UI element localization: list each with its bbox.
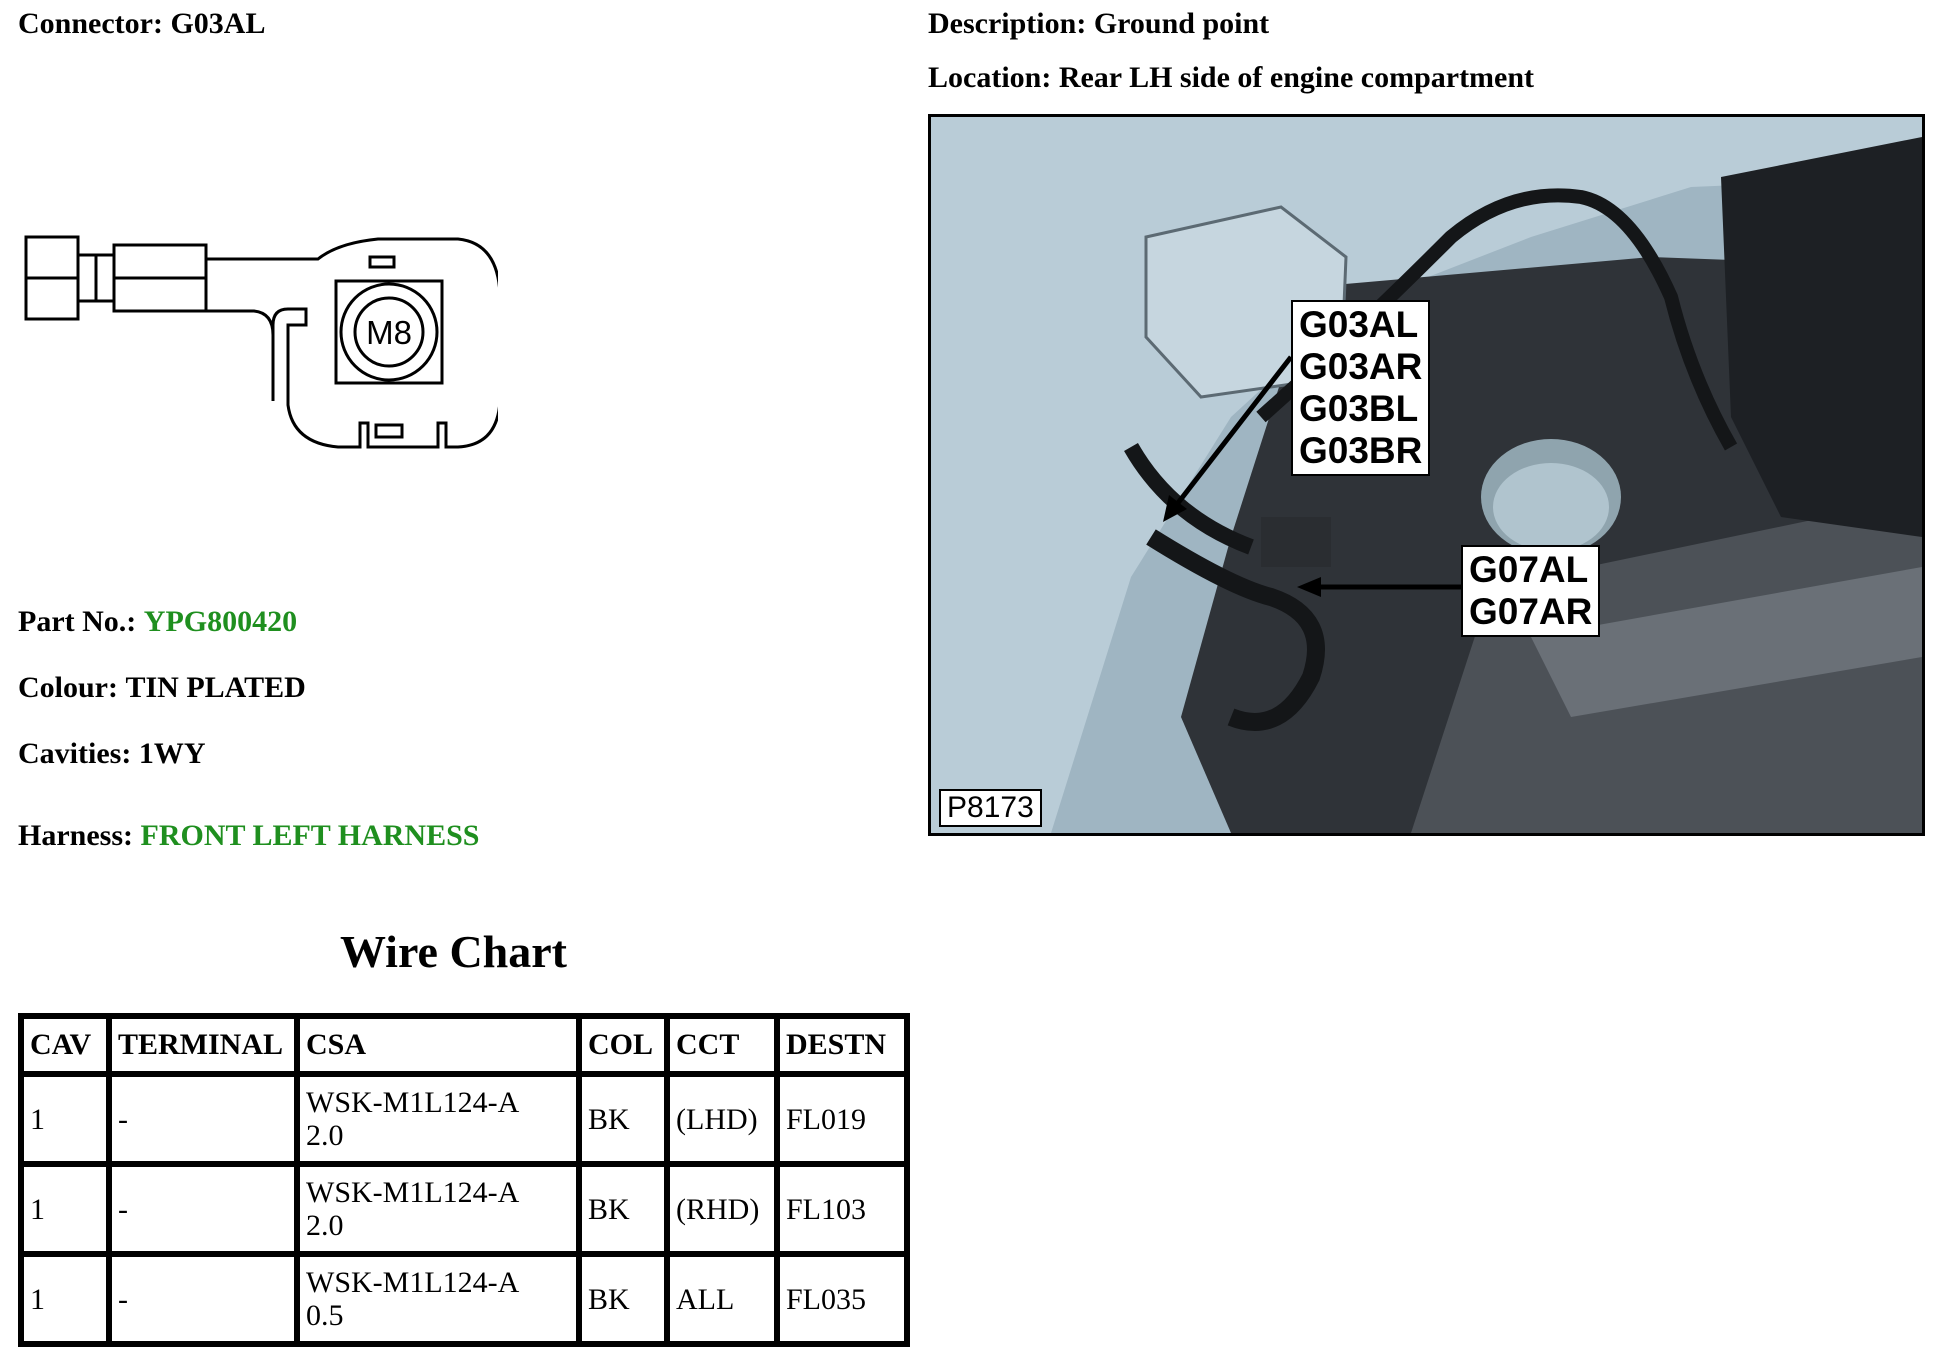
cell-cct: ALL bbox=[667, 1254, 777, 1344]
callout-upper bbox=[1291, 300, 1430, 476]
header-csa: CSA bbox=[297, 1016, 579, 1074]
csa-spec: WSK-M1L124-A bbox=[306, 1086, 520, 1119]
cell-terminal: - bbox=[109, 1164, 297, 1254]
cavities-label: Cavities: bbox=[18, 737, 132, 770]
cell-col: BK bbox=[579, 1164, 667, 1254]
connector-field bbox=[18, 6, 265, 42]
cell-cav: 1 bbox=[21, 1254, 109, 1344]
ring-terminal-diagram bbox=[18, 225, 498, 465]
cell-csa bbox=[297, 1254, 579, 1344]
table-row bbox=[21, 1074, 907, 1164]
callout-lower bbox=[1461, 545, 1600, 637]
cavities-value: 1WY bbox=[138, 737, 206, 770]
connector-label: Connector: bbox=[18, 7, 163, 40]
cell-col: BK bbox=[579, 1254, 667, 1344]
callout-upper-line: G03AR bbox=[1299, 346, 1423, 387]
cell-col: BK bbox=[579, 1074, 667, 1164]
cell-terminal: - bbox=[109, 1074, 297, 1164]
header-cav: CAV bbox=[21, 1016, 109, 1074]
cell-cav: 1 bbox=[21, 1164, 109, 1254]
image-code-label: P8173 bbox=[939, 789, 1042, 827]
cell-destn: FL035 bbox=[777, 1254, 907, 1344]
callout-upper-line: G03BL bbox=[1299, 388, 1419, 429]
header-cct: CCT bbox=[667, 1016, 777, 1074]
colour-field bbox=[18, 670, 306, 706]
part-no-field bbox=[18, 604, 297, 640]
location-label: Location: bbox=[928, 61, 1052, 94]
location-photo bbox=[928, 114, 1925, 836]
cell-csa bbox=[297, 1074, 579, 1164]
description-label: Description: bbox=[928, 7, 1087, 40]
callout-upper-line: G03AL bbox=[1299, 304, 1419, 345]
header-col: COL bbox=[579, 1016, 667, 1074]
wire-chart-title: Wire Chart bbox=[340, 926, 567, 977]
table-row bbox=[21, 1254, 907, 1344]
csa-size: 0.5 bbox=[306, 1299, 344, 1332]
harness-link[interactable]: FRONT LEFT HARNESS bbox=[140, 819, 480, 852]
cell-cct: (LHD) bbox=[667, 1074, 777, 1164]
table-row bbox=[21, 1164, 907, 1254]
part-no-link[interactable]: YPG800420 bbox=[143, 605, 298, 638]
header-destn: DESTN bbox=[777, 1016, 907, 1074]
cell-destn: FL103 bbox=[777, 1164, 907, 1254]
callout-lower-line: G07AL bbox=[1469, 549, 1589, 590]
part-no-label: Part No.: bbox=[18, 605, 137, 638]
harness-label: Harness: bbox=[18, 819, 133, 852]
location-field bbox=[928, 60, 1534, 96]
csa-size: 2.0 bbox=[306, 1119, 344, 1152]
csa-spec: WSK-M1L124-A bbox=[306, 1266, 520, 1299]
csa-size: 2.0 bbox=[306, 1209, 344, 1242]
description-field bbox=[928, 6, 1269, 42]
cavities-field bbox=[18, 736, 205, 772]
connector-value: G03AL bbox=[170, 7, 266, 40]
cell-csa bbox=[297, 1164, 579, 1254]
csa-spec: WSK-M1L124-A bbox=[306, 1176, 520, 1209]
callout-lower-line: G07AR bbox=[1469, 591, 1593, 632]
description-value: Ground point bbox=[1093, 7, 1270, 40]
stud-size-label: M8 bbox=[366, 314, 412, 351]
wire-chart-table bbox=[18, 1013, 910, 1347]
cell-cct: (RHD) bbox=[667, 1164, 777, 1254]
cell-cav: 1 bbox=[21, 1074, 109, 1164]
cell-destn: FL019 bbox=[777, 1074, 907, 1164]
cell-terminal: - bbox=[109, 1254, 297, 1344]
header-terminal: TERMINAL bbox=[109, 1016, 297, 1074]
colour-label: Colour: bbox=[18, 671, 118, 704]
table-header-row bbox=[21, 1016, 907, 1074]
harness-field bbox=[18, 818, 479, 854]
callout-upper-line: G03BR bbox=[1299, 430, 1423, 471]
location-value: Rear LH side of engine compartment bbox=[1058, 61, 1535, 94]
colour-value: TIN PLATED bbox=[125, 671, 306, 704]
